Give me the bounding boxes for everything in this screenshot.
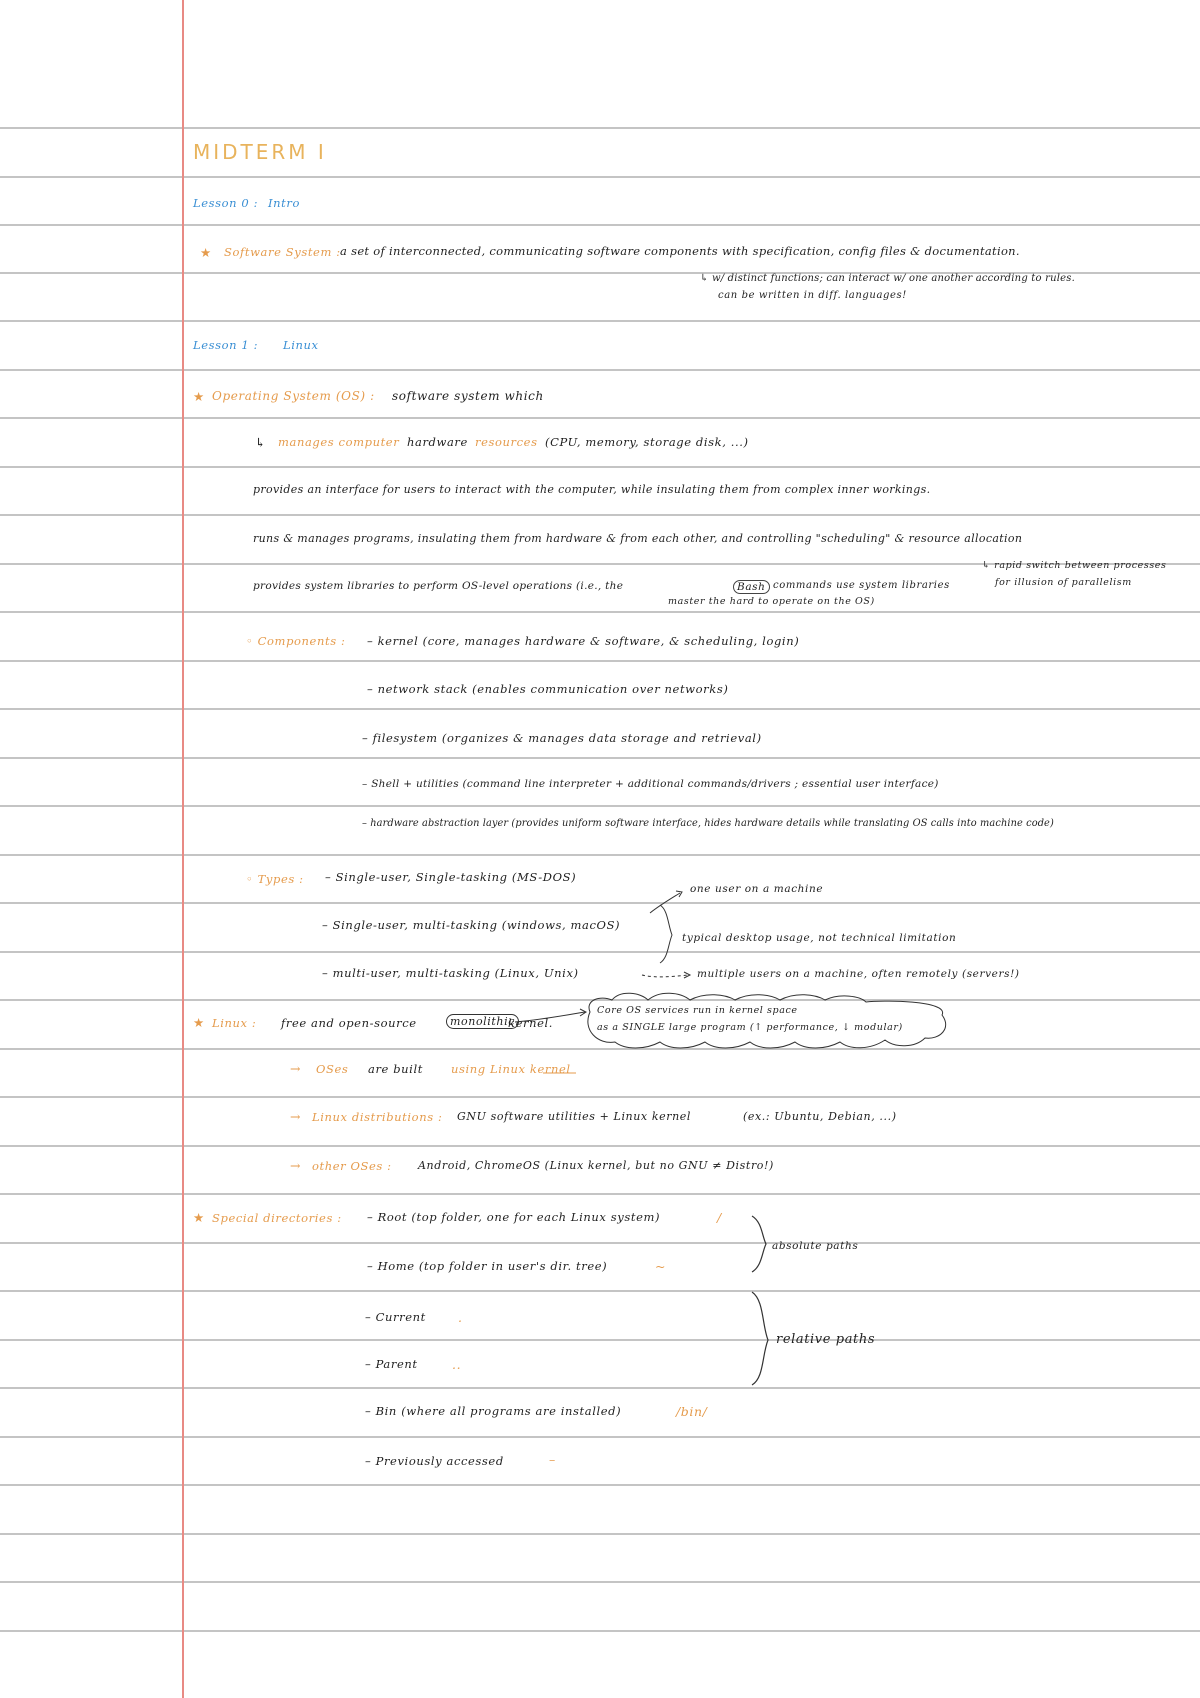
ruled-line [0,708,1200,710]
ruled-line [0,999,1200,1001]
ruled-line [0,1145,1200,1147]
os-point-1-rest: (CPU, memory, storage disk, ...) [545,435,749,449]
directory-symbol-root: / [717,1210,722,1225]
os-point-1-resources: resources [475,435,538,449]
directory-symbol-current: . [458,1310,463,1325]
software-system-term: Software System : [224,245,341,259]
os-point-4-circled: Bash [733,580,770,594]
ruled-line [0,1096,1200,1098]
os-term: Operating System (OS) : [212,389,375,403]
type-note-3: multiple users on a machine, often remotely (servers!) [697,968,1020,980]
ruled-line [0,514,1200,516]
ruled-line [0,1484,1200,1486]
ruled-line [0,417,1200,419]
type-note-2: typical desktop usage, not technical limitation [682,932,957,944]
ruled-line [0,611,1200,613]
software-system-definition: a set of interconnected, communicating software components with specification, config files & documentation. [340,244,1020,258]
directory-symbol-parent: .. [452,1357,462,1372]
os-side-note-1: ↳ rapid switch between processes [982,560,1167,571]
star-icon: ★ [193,389,205,404]
component-item: – network stack (enables communication over networks) [367,682,729,696]
ruled-line [0,1242,1200,1244]
arrow-icon: → [290,1158,302,1173]
ruled-line [0,1048,1200,1050]
linux-rest: kernel. [508,1016,554,1030]
directory-symbol-previous: – [549,1452,556,1467]
linux-term: Linux : [212,1016,257,1030]
type-item: – Single-user, Single-tasking (MS-DOS) [325,870,577,884]
directories-term: Special directories : [212,1211,342,1225]
star-icon: ★ [200,245,212,260]
directory-item-previous: – Previously accessed [365,1454,504,1468]
type-item: – Single-user, multi-tasking (windows, macOS) [322,918,621,932]
ruled-line [0,854,1200,856]
absolute-paths-label: absolute paths [772,1240,859,1252]
ruled-line [0,320,1200,322]
ruled-line [0,757,1200,759]
linux-cloud-line-1: Core OS services run in kernel space [597,1005,798,1016]
ruled-line [0,1193,1200,1195]
directory-item-current: – Current [365,1310,426,1324]
ruled-line [0,1387,1200,1389]
arrow-icon: → [290,1061,302,1076]
linux-point-1-colored-2: using Linux kernel [451,1062,571,1076]
margin-line [182,0,184,1698]
ruled-line [0,660,1200,662]
ruled-line [0,466,1200,468]
component-item: – hardware abstraction layer (provides uniform software interface, hides hardware details while translating OS calls into machine code) [362,818,1054,829]
relative-paths-label: relative paths [776,1332,876,1347]
os-point-1-hardware: hardware [407,435,468,449]
type-item: – multi-user, multi-tasking (Linux, Unix) [322,966,579,980]
os-point-1-colored: manages computer [278,435,400,449]
linux-point-1-plain: are built [368,1062,423,1076]
os-point-2: provides an interface for users to interact with the computer, while insulating them from complex inner workings. [253,483,931,496]
directory-item-home: – Home (top folder in user's dir. tree) [367,1259,608,1273]
lesson-1-topic: Linux [283,338,319,352]
ruled-line [0,1581,1200,1583]
component-item: – Shell + utilities (command line interpreter + additional commands/drivers ; essential user interface) [362,778,939,790]
software-system-note-1: ↳ w/ distinct functions; can interact w/ one another according to rules. [700,273,1075,284]
ruled-line [0,127,1200,129]
ruled-line [0,1630,1200,1632]
component-item: – kernel (core, manages hardware & software, & scheduling, login) [367,634,800,648]
arrow-icon: → [290,1109,302,1124]
directory-symbol-home: ~ [655,1259,667,1274]
star-icon: ★ [193,1015,205,1030]
ruled-line [0,1436,1200,1438]
type-note-1: one user on a machine [690,883,824,895]
directory-item-parent: – Parent [365,1357,418,1371]
directory-symbol-bin: /bin/ [676,1404,708,1419]
os-under-note: master the hard to operate on the OS) [668,596,875,607]
lesson-1-label: Lesson 1 : [193,338,259,352]
ruled-line [0,902,1200,904]
linux-point-1-colored: OSes [316,1062,349,1076]
ruled-line [0,1290,1200,1292]
os-point-4: provides system libraries to perform OS-level operations (i.e., the [253,580,624,592]
ruled-line [0,176,1200,178]
os-side-note-2: for illusion of parallelism [995,577,1132,588]
ruled-line [0,805,1200,807]
ruled-line [0,1533,1200,1535]
page-title: MIDTERM I [193,140,327,164]
linux-point-2-plain: GNU software utilities + Linux kernel [457,1110,691,1123]
ruled-line [0,224,1200,226]
linux-point-2-colored: Linux distributions : [312,1110,443,1124]
software-system-note-2: can be written in diff. languages! [718,290,907,301]
os-intro: software system which [392,389,544,403]
directory-item-bin: – Bin (where all programs are installed) [365,1404,622,1418]
lesson-0-label: Lesson 0 : [193,196,259,210]
lesson-0-topic: Intro [268,196,300,210]
components-label: ◦ Components : [246,634,346,648]
linux-cloud-line-2: as a SINGLE large program (↑ performance, ↓ modular) [597,1022,903,1033]
os-point-3: runs & manages programs, insulating them from hardware & from each other, and controlling "scheduling" & resource allocation [253,532,1023,545]
ruled-line [0,369,1200,371]
ruled-line [0,1339,1200,1341]
os-point-4-rest: commands use system libraries [773,580,950,591]
linux-point-3-colored: other OSes : [312,1159,392,1173]
directory-item-root: – Root (top folder, one for each Linux system) [367,1210,661,1224]
star-icon: ★ [193,1210,205,1225]
ruled-line [0,951,1200,953]
types-label: ◦ Types : [246,872,304,886]
linux-point-2-rest: (ex.: Ubuntu, Debian, ...) [743,1110,897,1123]
linux-point-3-plain: Android, ChromeOS (Linux kernel, but no GNU ≠ Distro!) [418,1159,774,1172]
linux-circled-monolithic: monolithic [446,1014,519,1029]
os-point-1-prefix: ↳ [255,435,267,450]
linux-text: free and open-source [281,1016,417,1030]
component-item: – filesystem (organizes & manages data storage and retrieval) [362,731,762,745]
